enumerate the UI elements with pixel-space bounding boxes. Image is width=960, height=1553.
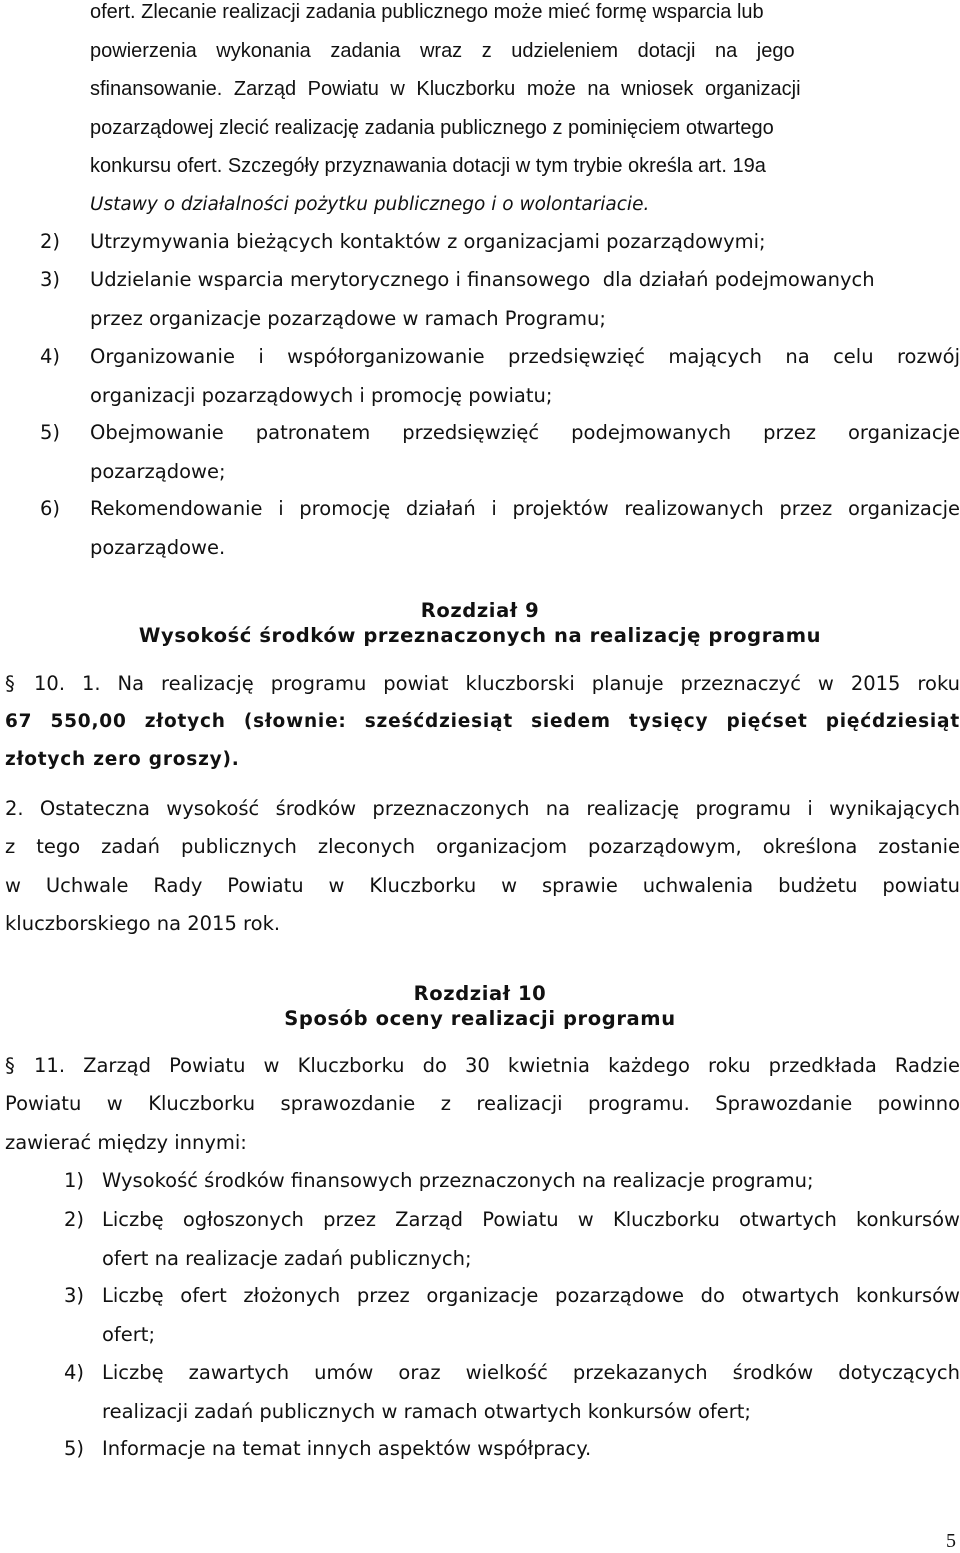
text-line: pozarządowej zlecić realizację zadania publicznego z pominięciem otwartego <box>90 116 774 139</box>
list-number: 3) <box>40 268 61 291</box>
chapter-title: Rozdział 9 <box>420 599 540 622</box>
list-number: 4) <box>64 1361 85 1384</box>
section-sign: § <box>5 672 15 695</box>
list-item-text: Udzielanie wsparcia merytorycznego i finansowego dla działań podejmowanych <box>90 268 875 291</box>
list-number: 6) <box>40 497 61 520</box>
list-item-text: Liczbę ogłoszonych przez Zarząd Powiatu w Kluczborku otwartych konkursów <box>102 1208 960 1231</box>
list-number: 2) <box>40 230 61 253</box>
list-number: 1) <box>64 1169 85 1192</box>
list-item-text: pozarządowe; <box>90 459 226 483</box>
intro-paragraph <box>90 0 960 224</box>
list-number: 2) <box>64 1208 85 1231</box>
chapter-title: Rozdział 10 <box>413 982 547 1005</box>
list-item-text: Utrzymywania bieżących kontaktów z organizacjami pozarządowymi; <box>90 230 766 253</box>
list-item-text: Informacje na temat innych aspektów współpracy. <box>102 1437 592 1460</box>
act-citation: Ustawy o działalności pożytku publicznego i o wolontariacie. <box>90 193 650 215</box>
amount-line: 67 550,00 złotych (słownie: sześćdziesiąt siedem tysięcy pięćset pięćdziesiąt <box>5 711 960 732</box>
list-item-text: przez organizacje pozarządowe w ramach Programu; <box>90 306 606 330</box>
text-line: kluczborskiego na 2015 rok. <box>5 912 281 935</box>
list-item-text: ofert; <box>102 1322 156 1346</box>
list-item-text: Liczbę zawartych umów oraz wielkość przekazanych środków dotyczących <box>102 1361 960 1384</box>
list-item-text: pozarządowe. <box>90 535 226 559</box>
text-line: w Uchwale Rady Powiatu w Kluczborku w sprawie uchwalenia budżetu powiatu <box>5 874 960 897</box>
text-line: ofert. Zlecanie realizacji zadania publicznego może mieć formę wsparcia lub <box>90 1 764 23</box>
list-item-text: ofert na realizacje zadań publicznych; <box>102 1246 472 1270</box>
section-sign: § <box>5 1054 15 1077</box>
list-item-text: Obejmowanie patronatem przedsięwzięć podejmowanych przez organizacje <box>90 421 960 444</box>
list-number: 3) <box>64 1284 85 1307</box>
list-item-text: realizacji zadań publicznych w ramach otwartych konkursów ofert; <box>102 1399 751 1423</box>
list-item-text: Liczbę ofert złożonych przez organizacje pozarządowe do otwartych konkursów <box>102 1284 960 1307</box>
text-line: 10. 1. Na realizację programu powiat kluczborski planuje przeznaczyć w 2015 roku <box>34 672 960 695</box>
chapter-heading <box>0 981 960 1031</box>
list-item-text: Rekomendowanie i promocję działań i projektów realizowanych przez organizacje <box>90 497 960 520</box>
list-number: 5) <box>40 421 61 444</box>
chapter-subtitle: Sposób oceny realizacji programu <box>284 1007 676 1030</box>
text-line: sfinansowanie. Zarząd Powiatu w Kluczborku może na wniosek organizacji <box>90 78 801 100</box>
text-line: 11. Zarząd Powiatu w Kluczborku do 30 kwietnia każdego roku przedkłada Radzie <box>34 1054 960 1077</box>
list-item-text: Wysokość środków finansowych przeznaczonych na realizacje programu; <box>102 1169 814 1192</box>
list-number: 4) <box>40 345 61 368</box>
page-number: 5 <box>946 1530 956 1552</box>
text-line: z tego zadań publicznych zleconych organizacjom pozarządowym, określona zostanie <box>5 835 960 858</box>
list-item-text: organizacji pozarządowych i promocję powiatu; <box>90 383 553 407</box>
text-line: zawierać między innymi: <box>5 1131 247 1154</box>
chapter-subtitle: Wysokość środków przeznaczonych na realizację programu <box>138 624 822 647</box>
text-line: powierzenia wykonania zadania wraz z udzieleniem dotacji na jego <box>90 39 795 62</box>
chapter-heading <box>0 598 960 648</box>
amount-line: złotych zero groszy). <box>5 749 240 770</box>
list-item-text: Organizowanie i współorganizowanie przedsięwzięć mających na celu rozwój <box>90 345 960 368</box>
text-line: konkursu ofert. Szczegóły przyznawania dotacji w tym trybie określa art. 19a <box>90 155 766 177</box>
text-line: 2. Ostateczna wysokość środków przeznaczonych na realizację programu i wynikających <box>5 797 960 820</box>
text-line: Powiatu w Kluczborku sprawozdanie z realizacji programu. Sprawozdanie powinno <box>5 1092 960 1115</box>
list-number: 5) <box>64 1437 85 1460</box>
